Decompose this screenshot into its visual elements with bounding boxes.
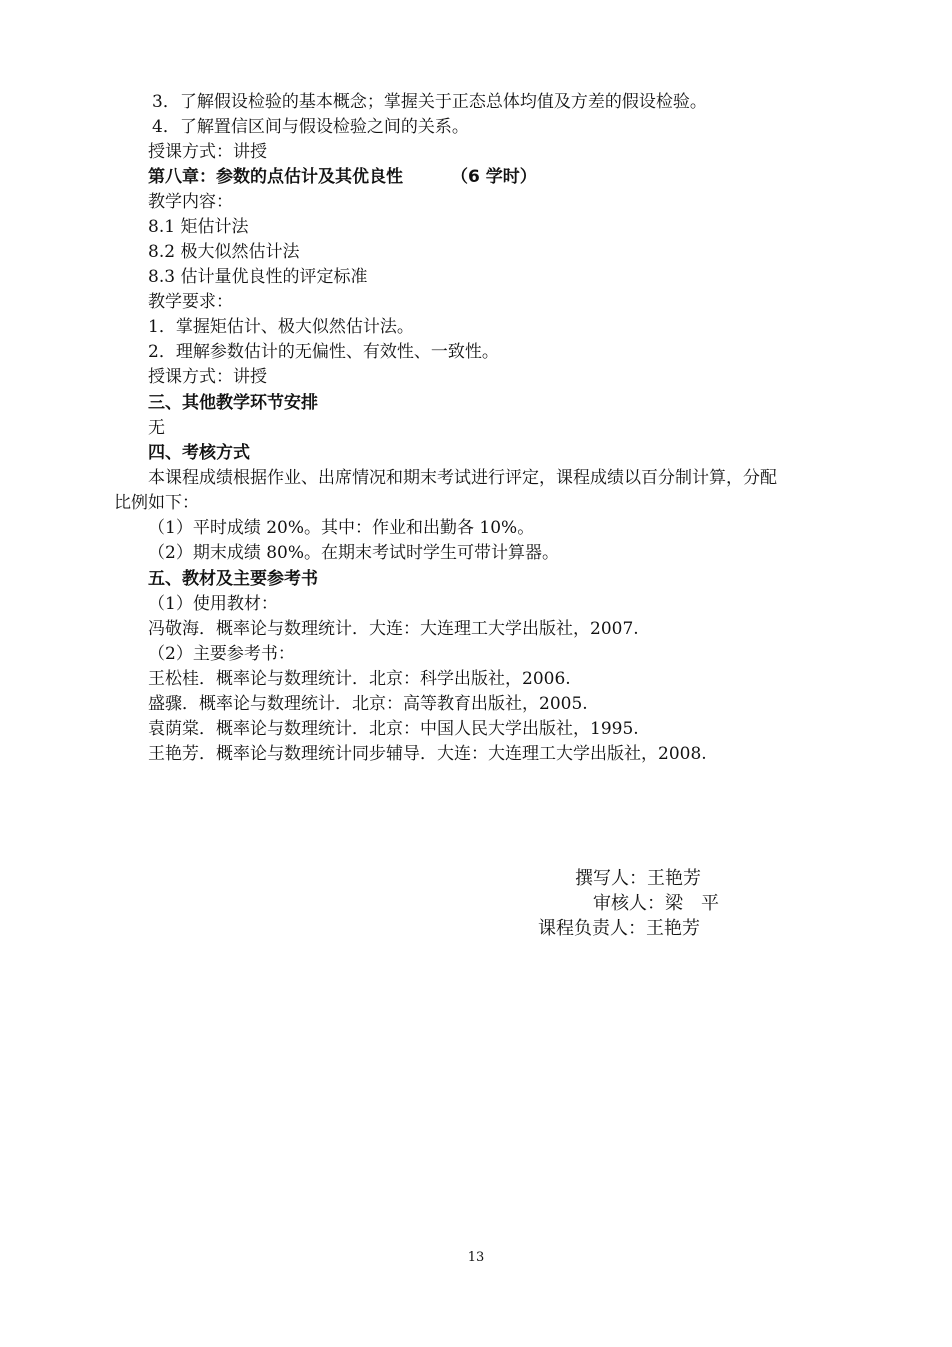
owner-signature: [538, 916, 700, 942]
chapter-title: 第八章：参数的点估计及其优良性: [148, 167, 403, 187]
textbook-entry: 冯敬海．概率论与数理统计．大连：大连理工大学出版社，2007.: [148, 619, 639, 639]
section-8-1: 8.1 矩估计法: [148, 217, 249, 237]
teaching-method: 授课方式：讲授: [148, 142, 267, 162]
owner-label: 课程负责人：: [538, 918, 646, 939]
page-number: 13: [467, 1250, 485, 1265]
grade-item: （1）平时成绩 20%。其中：作业和出勤各 10%。: [148, 518, 535, 538]
reference-entry: 袁荫棠．概率论与数理统计．北京：中国人民大学出版社，1995.: [148, 719, 639, 739]
section-heading: 五、教材及主要参考书: [148, 569, 318, 589]
requirements-label: 教学要求：: [148, 292, 233, 312]
section-body: 无: [148, 418, 165, 438]
paragraph-line: 比例如下：: [114, 493, 199, 513]
owner-name: 王艳芳: [646, 918, 700, 939]
author-name: 王艳芳: [647, 868, 701, 889]
grade-item: （2）期末成绩 80%。在期末考试时学生可带计算器。: [148, 543, 560, 563]
reviewer-name: 梁 平: [665, 893, 719, 914]
section-heading: 四、考核方式: [148, 443, 250, 463]
textbook-label: （1）使用教材：: [148, 594, 278, 614]
section-8-3: 8.3 估计量优良性的评定标准: [148, 267, 368, 287]
references-label: （2）主要参考书：: [148, 644, 295, 664]
reference-entry: 王松桂．概率论与数理统计．北京：科学出版社，2006.: [148, 669, 571, 689]
chapter-heading: [148, 165, 537, 189]
author-label: 撰写人：: [575, 868, 647, 889]
section-8-2: 8.2 极大似然估计法: [148, 242, 300, 262]
reviewer-signature: [593, 891, 719, 917]
author-signature: [575, 866, 701, 892]
reference-entry: 王艳芳．概率论与数理统计同步辅导．大连：大连理工大学出版社，2008.: [148, 744, 707, 764]
teaching-method: 授课方式：讲授: [148, 367, 267, 387]
requirement-1: 1．掌握矩估计、极大似然估计法。: [148, 317, 414, 337]
section-heading: 三、其他教学环节安排: [148, 393, 318, 413]
requirement-item-4: 4．了解置信区间与假设检验之间的关系。: [152, 117, 469, 137]
reference-entry: 盛骤．概率论与数理统计．北京：高等教育出版社，2005.: [148, 694, 588, 714]
requirement-item-3: 3．了解假设检验的基本概念；掌握关于正态总体均值及方差的假设检验。: [152, 92, 707, 112]
paragraph-line: 本课程成绩根据作业、出席情况和期末考试进行评定，课程成绩以百分制计算，分配: [148, 468, 777, 488]
chapter-hours: （6 学时）: [451, 167, 537, 187]
content-label: 教学内容：: [148, 192, 233, 212]
requirement-2: 2．理解参数估计的无偏性、有效性、一致性。: [148, 342, 499, 362]
reviewer-label: 审核人：: [593, 893, 665, 914]
